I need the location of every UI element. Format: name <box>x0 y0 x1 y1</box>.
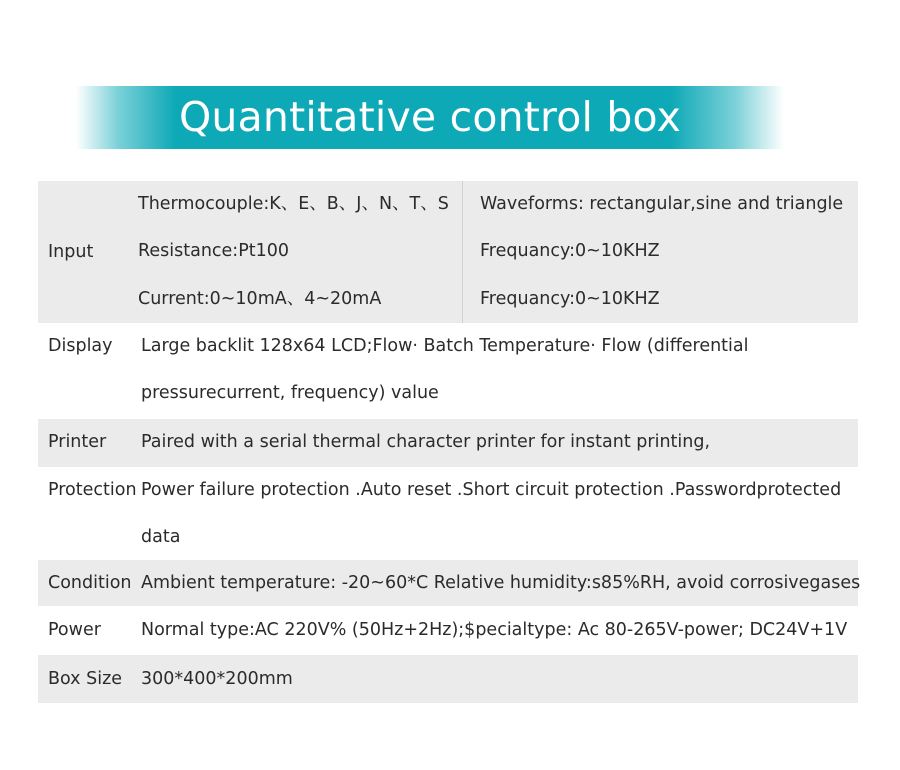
power-line-1: Normal type:AC 220V% (50Hz+2Hz);$pecialtype: Ac 80-265V-power; DC24V+1V <box>141 620 848 640</box>
spec-row-power <box>38 606 858 655</box>
display-line-2: pressurecurrent, frequency) value <box>141 383 439 403</box>
spec-label-printer: Printer <box>48 432 107 452</box>
spec-table <box>38 181 861 703</box>
spec-value-box-size <box>141 655 850 703</box>
input-waveforms: Waveforms: rectangular,sine and triangle <box>480 194 844 214</box>
spec-value-power <box>141 606 850 655</box>
printer-line-1: Paired with a serial thermal character printer for instant printing, <box>141 432 711 452</box>
condition-line-1: Ambient temperature: -20~60*C Relative humidity:s85%RH, avoid corrosivegases <box>141 573 861 593</box>
protection-line-1: Power failure protection .Auto reset .Short circuit protection .Passwordprotected <box>141 480 842 500</box>
spec-value-printer <box>141 419 850 466</box>
spec-label-power: Power <box>48 620 101 640</box>
spec-value-condition <box>141 560 861 606</box>
spec-row-condition <box>38 560 861 606</box>
protection-line-2: data <box>141 527 181 547</box>
display-line-1: Large backlit 128x64 LCD;Flow· Batch Temperature· Flow (differential <box>141 336 749 356</box>
input-current: Current:0~10mA、4~20mA <box>138 288 382 309</box>
input-signal-list <box>480 181 850 323</box>
input-sensor-list <box>138 181 462 323</box>
spec-row-printer <box>38 419 858 467</box>
spec-row-display <box>38 323 858 419</box>
spec-label-input: Input <box>48 242 94 262</box>
spec-label-condition: Condition <box>48 573 132 593</box>
spec-value-display <box>141 323 850 417</box>
input-frequency-2: Frequancy:0~10KHZ <box>480 288 660 309</box>
spec-label-protection: Protection <box>48 480 137 500</box>
spec-row-protection <box>38 467 858 560</box>
spec-row-box-size <box>38 655 858 703</box>
spec-row-input <box>38 181 858 323</box>
spec-value-protection <box>141 467 850 561</box>
input-resistance: Resistance:Pt100 <box>138 241 290 262</box>
spec-label-display: Display <box>48 336 113 356</box>
page-title: Quantitative control box <box>178 93 682 141</box>
input-thermocouple: Thermocouple:K、E、B、J、N、T、S <box>138 194 449 214</box>
box-size-line-1: 300*400*200mm <box>141 669 293 689</box>
input-divider <box>462 181 463 323</box>
spec-label-box-size: Box Size <box>48 669 123 689</box>
title-banner <box>76 86 784 149</box>
input-frequency-1: Frequancy:0~10KHZ <box>480 241 660 262</box>
